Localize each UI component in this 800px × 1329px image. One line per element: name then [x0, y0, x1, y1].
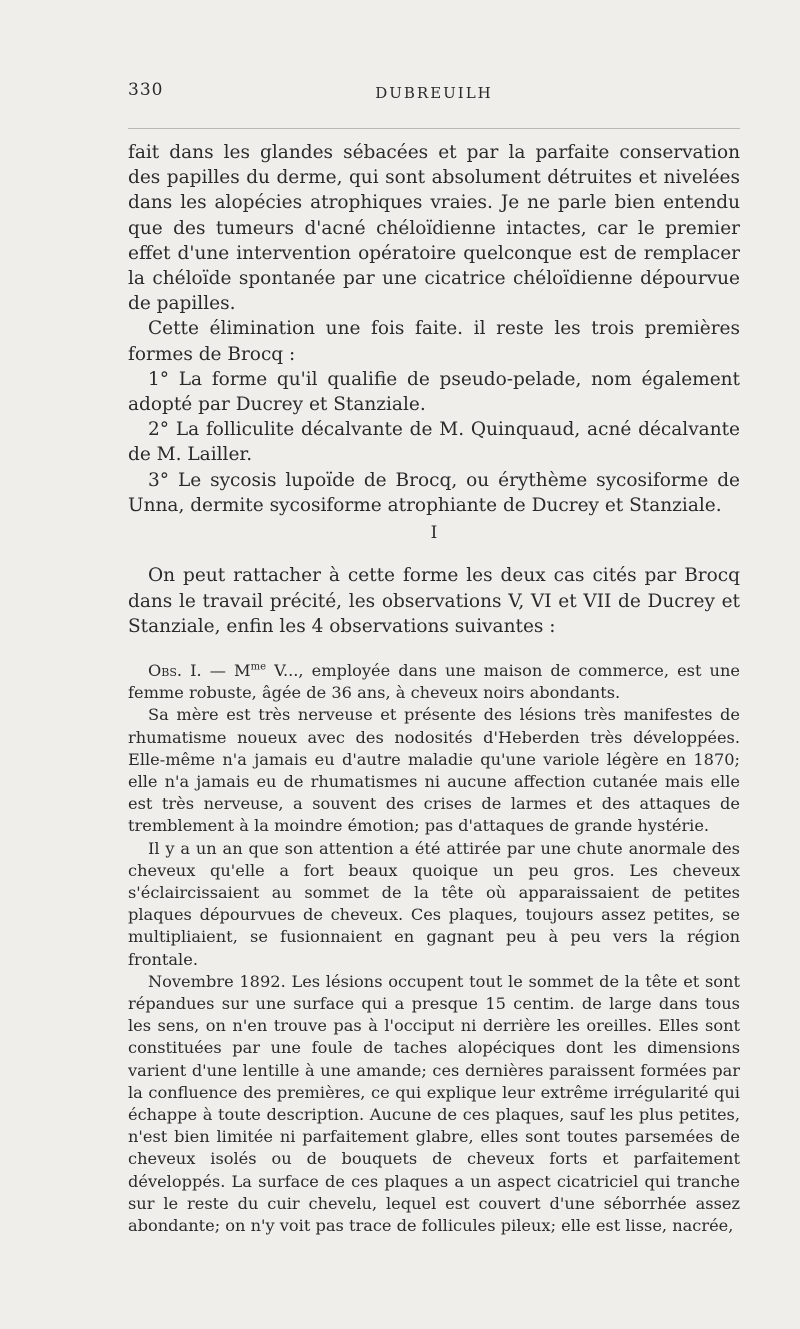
- paragraph-1: fait dans les glandes sébacées et par la parfaite conservation des papilles du derme, qui sont absolument détruites et nivelées dans les alopécies atrophiques vraies. Je ne parle bien entendu que des tumeurs d'acné chéloïdienne intactes, car le premier effet d'une intervention opératoire quelconque est de remplacer la chéloïde spontanée par une cicatrice chéloïdienne dépourvue de papilles.: [128, 142, 740, 315]
- top-text: [128, 140, 740, 518]
- observation-label: Obs. I.: [148, 661, 202, 680]
- page-header: [128, 80, 740, 108]
- observation-paragraph-2: Sa mère est très nerveuse et présente des lésions très manifestes de rhumatisme noueux avec des nodosités d'Heberden très développées. Elle-même n'a jamais eu d'autre maladie qu'une variole légère en 1870; elle n'a jamais eu de rhumatismes ni aucune affection cutanée mais elle est très nerveuse, a souvent des crises de larmes et des attaques de tremblement à la moindre émotion; pas d'attaques de grande hystérie.: [128, 705, 740, 836]
- paragraph-2: Cette élimination une fois faite. il reste les trois premières formes de Brocq :: [128, 318, 740, 365]
- observation-paragraph-3: Il y a un an que son attention a été attirée par une chute anormale des cheveux qu'elle a fort beaux quoique un peu gros. Les cheveux s'éclaircissaient au sommet de la tête où apparaissaient de petites plaques dépourvues de cheveux. Ces plaques, toujours assez petites, se multipliaient, se fusionnaient en gagnant peu à peu vers la région frontale.: [128, 838, 740, 969]
- page-number: 330: [128, 80, 164, 100]
- observation-text: [128, 660, 740, 1237]
- patient-title-superscript: me: [250, 661, 267, 673]
- observation-paragraph-1-text: V..., employée dans une maison de commerce, est une femme robuste, âgée de 36 ans, à cheveux noirs abondants.: [128, 661, 740, 703]
- running-head: DUBREUILH: [375, 84, 493, 102]
- list-item-2: 2° La folliculite décalvante de M. Quinquaud, acné décalvante de M. Lailler.: [128, 419, 740, 466]
- observation-dash: —: [209, 661, 226, 680]
- header-rule: [128, 128, 740, 129]
- section-numeral: I: [430, 523, 438, 543]
- list-item-1: 1° La forme qu'il qualifie de pseudo-pelade, nom également adopté par Ducrey et Stanziale.: [128, 368, 740, 416]
- observation-paragraph-1: [128, 660, 740, 704]
- patient-title: M: [234, 661, 251, 680]
- observation-paragraph-4: Novembre 1892. Les lésions occupent tout le sommet de la tête et sont répandues sur une surface qui a presque 15 centim. de large dans tous les sens, on n'en trouve pas à l'occiput ni derrière les oreilles. Elles sont constituées par une foule de taches alopéciques dont les dimensions varient d'une lentille à une amande; ces dernières paraissent formées par la confluence des premières, ce qui explique leur extrême irrégularité qui échappe à toute description. Aucune de ces plaques, sauf les plus petites, n'est bien limitée ni parfaitement glabre, elles sont toutes parsemées de cheveux isolés ou de bouquets de cheveux forts et parfaitement développés. La surface de ces plaques a un aspect cicatriciel qui tranche sur le reste du cuir chevelu, lequel est couvert d'une séborrhée assez abondante; on n'y voit pas trace de follicules pileux; elle est lisse, nacrée,: [128, 971, 740, 1236]
- list-item-3: 3° Le sycosis lupoïde de Brocq, ou érythème sycosiforme de Unna, dermite sycosiforme atrophiante de Ducrey et Stanziale.: [128, 469, 740, 516]
- section-intro: On peut rattacher à cette forme les deux cas cités par Brocq dans le travail précité, les observations V, VI et VII de Ducrey et Stanziale, enfin les 4 observations suivantes :: [128, 565, 740, 637]
